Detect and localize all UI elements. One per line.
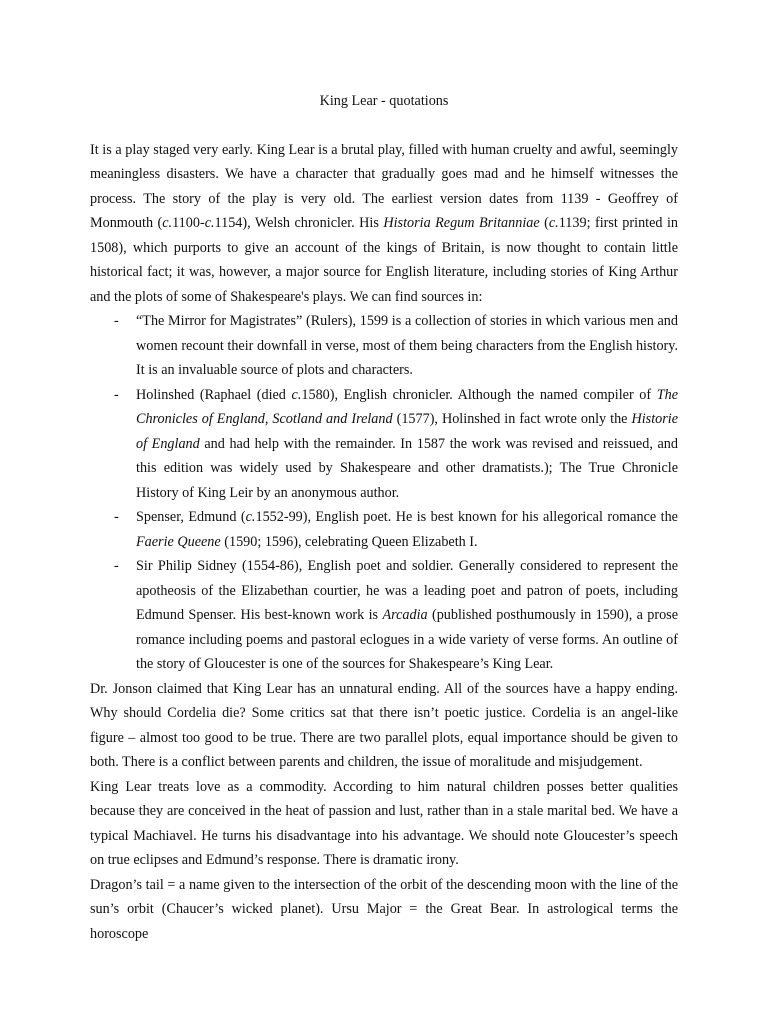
source-text	[136, 558, 678, 672]
italic-run: Historie of England	[136, 411, 678, 452]
text-run: 1580), English chronicler. Although the named compiler of	[301, 386, 657, 403]
italic-run: c.	[291, 386, 302, 403]
source-text	[136, 509, 678, 550]
paragraph-love-commodity: King Lear treats love as a commodity. According to him natural children posses better qualities because they are conceived in the heat of passion and lust, rather than in a stale marital bed. We have a typical Machiavel. He turns his disadvantage into his advantage. We should note Gloucester’s speech on true eclipses and Edmund’s response. There is dramatic irony.	[90, 778, 678, 868]
text-run: Spenser, Edmund (	[136, 509, 246, 525]
text-run: 1154), Welsh chronicler. His	[214, 215, 384, 231]
paragraph-jonson: Dr. Jonson claimed that King Lear has an unnatural ending. All of the sources have a happy ending. Why should Cordelia die? Some critics sat that there isn’t poetic justice. Cordelia is an angel-like figure – almost too good to be true. There are two parallel plots, equal importance should be given to both. There is a conflict between parents and children, the issue of moralitude and misjudgement.	[90, 680, 678, 770]
source-text	[136, 313, 678, 378]
italic-run: Arcadia	[382, 607, 428, 623]
italic-run: Faerie Queene	[136, 533, 221, 550]
sources-list	[90, 309, 678, 677]
italic-run: c.	[245, 509, 256, 525]
bullet-dash: -	[114, 313, 119, 329]
text-run: 1139; first printed in 1508), which purports to give an account of the kings of Britain, is now thought to contain little historical fact; it was, however, a major source for English literature, including stories of King Arthur and the plots of some of Shakespeare's plays. We can find sources in:	[90, 215, 678, 305]
text-run: Holinshed (Raphael (died	[136, 386, 292, 403]
italic-run: The Chronicles of England, Scotland and Ireland	[136, 386, 678, 427]
text-run: “The Mirror for Magistrates” (Rulers), 1599 is a collection of stories in which various men and women recount their downfall in verse, most of them being characters from the English history. It is an invaluable source of plots and characters.	[136, 313, 678, 378]
source-item-spenser	[90, 505, 678, 554]
text-run: Sir Philip Sidney (1554-86), English poet and soldier. Generally considered to represent the apotheosis of the Elizabethan courtier, he was a leading poet and patron of poets, including Edmund Spenser. His best-known work is	[136, 558, 678, 623]
document-title: King Lear - quotations	[319, 93, 449, 109]
bullet-dash: -	[114, 558, 119, 574]
text-run: 1552-99), English poet. He is best known for his allegorical romance the	[255, 509, 678, 525]
italic-run: c.	[548, 215, 559, 231]
text-run: (1590; 1596), celebrating Queen Elizabeth I.	[220, 533, 478, 550]
text-run: (published posthumously in 1590), a prose romance including poems and pastoral eclogues in a wide variety of verse forms. An outline of the story of Gloucester is one of the sources for Shakespeare’s King Lear.	[136, 607, 678, 672]
source-item-sidney	[90, 554, 678, 677]
text-run: It is a play staged very early. King Lear is a brutal play, filled with human cruelty and awful, seemingly meaningless disasters. We have a character that gradually goes mad and he himself witnesses the process. The story of the play is very old. The earliest version dates from 1139 - Geoffrey of Monmouth (	[90, 141, 678, 231]
text-run: (	[539, 215, 549, 231]
text-run: 1100-	[172, 215, 205, 231]
source-text	[136, 387, 678, 501]
paragraph-dragons-tail: Dragon’s tail = a name given to the intersection of the orbit of the descending moon with the line of the sun’s orbit (Chaucer’s wicked planet). Ursu Major = the Great Bear. In astrological terms the horoscope	[90, 876, 678, 942]
bullet-dash: -	[114, 509, 119, 525]
source-item-mirror	[90, 309, 678, 383]
italic-run: c.	[162, 215, 173, 231]
source-item-holinshed	[90, 383, 678, 506]
italic-run: Historia Regum Britanniae	[383, 215, 540, 231]
bullet-dash: -	[114, 386, 119, 403]
intro-paragraph	[90, 138, 678, 310]
text-run: (1577), Holinshed in fact wrote only the	[392, 411, 632, 427]
italic-run: c.	[204, 215, 215, 231]
text-run: and had help with the remainder. In 1587 the work was revised and reissued, and this edition was widely used by Shakespeare and other dramatists.); The True Chronicle History of King Leir by an anonymous author.	[136, 435, 678, 501]
